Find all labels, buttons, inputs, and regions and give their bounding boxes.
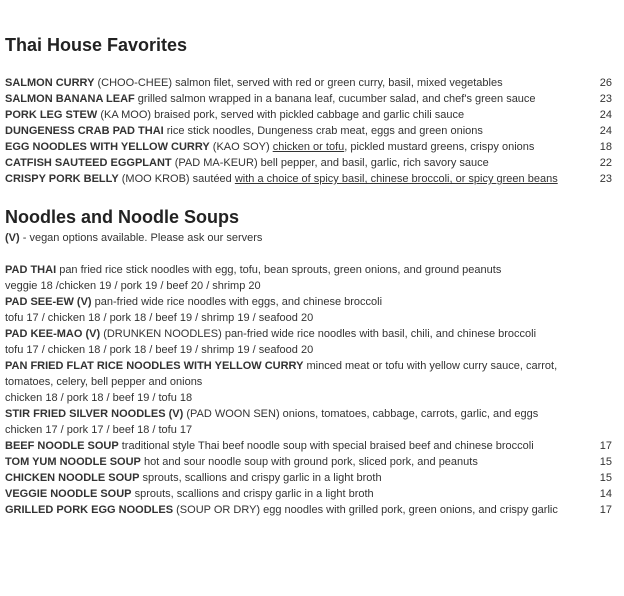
item-description: (PAD MA-KEUR) bell pepper, and basil, garlic, rich savory sauce <box>171 157 489 169</box>
favorites-list <box>5 75 612 187</box>
item-name: VEGGIE NOODLE SOUP <box>5 488 132 500</box>
item-options: tofu 17 / chicken 18 / pork 18 / beef 19 / shrimp 19 / seafood 20 <box>5 344 314 356</box>
item-name: DUNGENESS CRAB PAD THAI <box>5 125 164 137</box>
item-description-underlined: chicken or tofu <box>272 141 345 153</box>
item-name: PAD KEE-MAO (V) <box>5 328 101 340</box>
list-item <box>5 171 612 187</box>
item-options: veggie 18 /chicken 19 / pork 19 / beef 20 / shrimp 20 <box>5 280 261 292</box>
item-name: SALMON BANANA LEAF <box>5 93 135 105</box>
item-description: pan fried rice stick noodles with egg, tofu, bean sprouts, green onions, and ground peanuts <box>56 264 502 276</box>
item-price: 15 <box>599 472 612 484</box>
list-item <box>5 91 612 107</box>
item-options: tofu 17 / chicken 18 / pork 18 / beef 19 / shrimp 19 / seafood 20 <box>5 312 314 324</box>
item-description: (CHOO-CHEE) salmon filet, served with red or green curry, basil, mixed vegetables <box>94 77 503 89</box>
item-price: 23 <box>599 173 612 185</box>
list-item <box>5 262 612 294</box>
list-item <box>5 358 612 406</box>
item-price: 24 <box>599 125 612 137</box>
list-item <box>5 486 612 502</box>
item-description: sprouts, scallions and crispy garlic in a light broth <box>139 472 382 484</box>
item-description-prefix: (MOO KROB) sautéed <box>118 173 235 185</box>
item-name: SALMON CURRY <box>5 77 95 89</box>
item-name: CRISPY PORK BELLY <box>5 173 119 185</box>
item-name: GRILLED PORK EGG NOODLES <box>5 504 174 516</box>
item-description: sprouts, scallions and crispy garlic in a light broth <box>131 488 374 500</box>
item-price: 18 <box>599 141 612 153</box>
list-item <box>5 123 612 139</box>
item-name: CATFISH SAUTEED EGGPLANT <box>5 157 172 169</box>
item-price: 26 <box>599 77 612 89</box>
item-price: 17 <box>599 504 612 516</box>
item-name: EGG NOODLES WITH YELLOW CURRY <box>5 141 210 153</box>
item-price: 22 <box>599 157 612 169</box>
list-item <box>5 470 612 486</box>
item-description: minced meat or tofu with yellow curry sauce, carrot, tomatoes, celery, bell pepper and onions <box>5 360 558 388</box>
vegan-note <box>5 230 262 246</box>
list-item <box>5 326 612 358</box>
list-item <box>5 155 612 171</box>
item-description: pan-fried wide rice noodles with eggs, and chinese broccoli <box>91 296 383 308</box>
list-item <box>5 294 612 326</box>
list-item <box>5 107 612 123</box>
list-item <box>5 454 612 470</box>
item-price: 17 <box>599 440 612 452</box>
item-description: hot and sour noodle soup with ground pork, sliced pork, and peanuts <box>140 456 478 468</box>
item-description: traditional style Thai beef noodle soup with special braised beef and chinese broccoli <box>118 440 534 452</box>
section-title-thai-house-favorites: Thai House Favorites <box>5 35 188 55</box>
item-options: chicken 17 / pork 17 / beef 18 / tofu 17 <box>5 424 193 436</box>
item-description-prefix: (KAO SOY) <box>209 141 273 153</box>
list-item <box>5 75 612 91</box>
item-description: grilled salmon wrapped in a banana leaf, cucumber salad, and chef's green sauce <box>134 93 536 105</box>
item-name: TOM YUM NOODLE SOUP <box>5 456 141 468</box>
vegan-note-marker: (V) <box>5 232 20 244</box>
list-item <box>5 139 612 155</box>
section-title-noodles: Noodles and Noodle Soups <box>5 207 240 227</box>
list-item <box>5 406 612 438</box>
item-description: rice stick noodles, Dungeness crab meat, eggs and green onions <box>163 125 483 137</box>
item-options: chicken 18 / pork 18 / beef 19 / tofu 18 <box>5 392 193 404</box>
item-price: 15 <box>599 456 612 468</box>
vegan-note-text: - vegan options available. Please ask our servers <box>19 232 263 244</box>
item-name: STIR FRIED SILVER NOODLES (V) <box>5 408 184 420</box>
item-description-underlined: with a choice of spicy basil, chinese broccoli, or spicy green beans <box>234 173 558 185</box>
item-name: PAN FRIED FLAT RICE NOODLES WITH YELLOW CURRY <box>5 360 304 372</box>
item-name: CHICKEN NOODLE SOUP <box>5 472 140 484</box>
noodles-list <box>5 262 612 518</box>
item-description: (DRUNKEN NOODLES) pan-fried wide rice noodles with basil, chili, and chinese broccoli <box>100 328 537 340</box>
item-name: PORK LEG STEW <box>5 109 98 121</box>
item-description-suffix: , pickled mustard greens, crispy onions <box>344 141 535 153</box>
list-item <box>5 502 612 518</box>
item-description: (SOUP OR DRY) egg noodles with grilled pork, green onions, and crispy garlic <box>173 504 558 516</box>
item-name: BEEF NOODLE SOUP <box>5 440 119 452</box>
item-name: PAD SEE-EW (V) <box>5 296 92 308</box>
item-description: (KA MOO) braised pork, served with pickled cabbage and garlic chili sauce <box>97 109 465 121</box>
list-item <box>5 438 612 454</box>
item-price: 14 <box>599 488 612 500</box>
item-description: (PAD WOON SEN) onions, tomatoes, cabbage, carrots, garlic, and eggs <box>183 408 539 420</box>
item-price: 23 <box>599 93 612 105</box>
item-name: PAD THAI <box>5 264 57 276</box>
item-price: 24 <box>599 109 612 121</box>
